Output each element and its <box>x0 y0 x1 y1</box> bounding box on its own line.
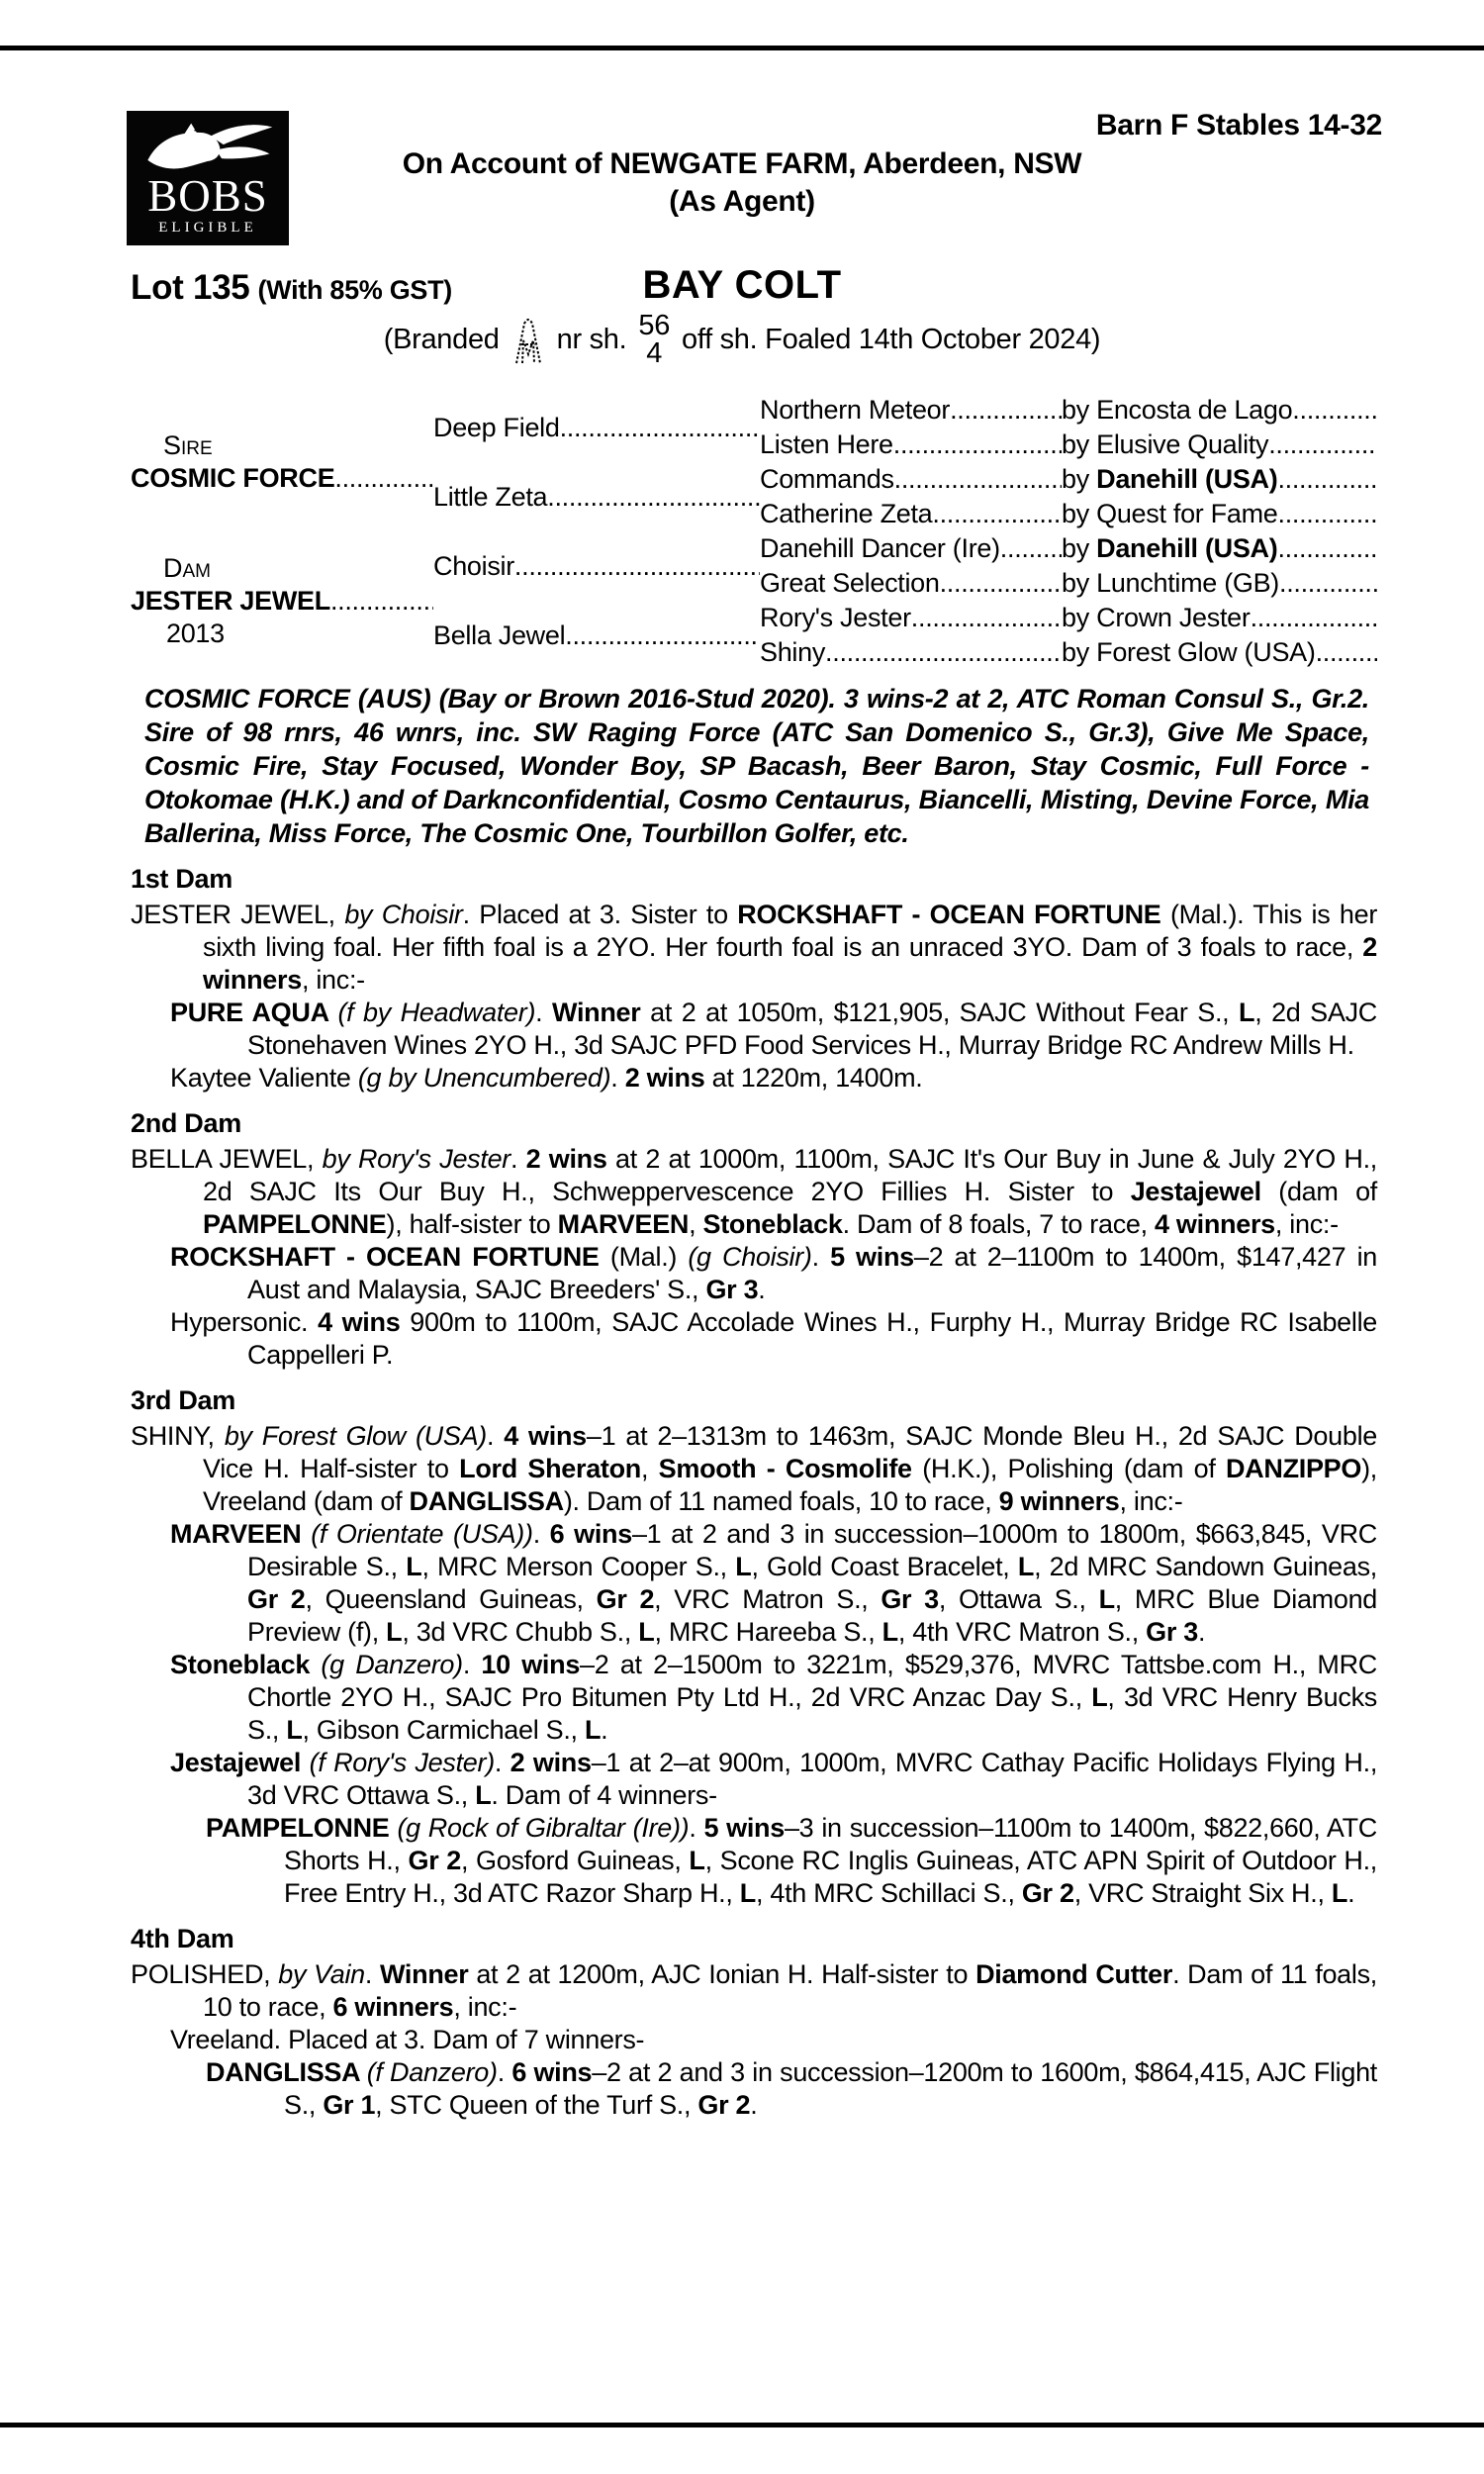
text-run: BELLA JEWEL, <box>131 1144 323 1174</box>
parent-name <box>433 550 760 583</box>
ggparent-row <box>1062 394 1377 427</box>
text-run: , Gold Coast Bracelet, <box>751 1552 1018 1581</box>
text-run: , MRC Hareeba S., <box>654 1617 882 1647</box>
pedigree-table <box>131 393 1377 670</box>
grandparent-name-label: Danehill Dancer (Ire) <box>760 533 1000 563</box>
text-run: ROCKSHAFT - OCEAN FORTUNE <box>737 900 1161 929</box>
logo-title: BOBS <box>147 171 268 221</box>
text-run: L <box>739 1878 756 1908</box>
text-run: . Dam of 11 foals, 10 to race, <box>203 1959 1377 2022</box>
text-run: Gr 3 <box>705 1275 759 1304</box>
barn-stables-label: Barn F Stables 14-32 <box>1095 109 1382 142</box>
text-run: 5 wins <box>703 1813 785 1843</box>
dam-section-heading: 2nd Dam <box>131 1108 241 1138</box>
dam-section-heading: 4th Dam <box>131 1924 234 1953</box>
ggparent-name: Lunchtime (GB) <box>1096 568 1279 598</box>
dotted-leader <box>893 428 1062 461</box>
ggparent-row <box>1062 602 1377 634</box>
text-run: 900m to 1100m, SAJC Accolade Wines H., Furphy H., Murray Bridge RC Isabelle Cappelleri P. <box>247 1307 1377 1370</box>
text-run: , VRC Straight Six H., <box>1073 1878 1332 1908</box>
text-run: , Queensland Guineas, <box>305 1584 597 1614</box>
text-run: 2 winners <box>203 932 1377 995</box>
parent-name-label: Deep Field <box>433 412 560 442</box>
grandparent-name <box>760 428 1062 461</box>
text-run: Hypersonic. <box>170 1307 319 1337</box>
branded-line <box>0 305 1484 374</box>
text-run: 9 winners <box>998 1486 1120 1516</box>
dotted-leader <box>1316 636 1377 669</box>
text-run: . <box>601 1715 608 1745</box>
pedigree-grandparent-cell <box>760 497 1062 531</box>
text-run: . <box>535 998 553 1027</box>
dotted-leader <box>560 412 760 444</box>
text-run: , <box>641 1454 659 1483</box>
text-run: , 4th MRC Schillaci S., <box>755 1878 1022 1908</box>
pedigree-parent-cell <box>433 601 760 670</box>
grandparent-name-label: Rory's Jester <box>760 603 911 632</box>
by-word: by <box>1062 568 1097 598</box>
pedigree-ggparent-cell <box>1062 393 1377 428</box>
pedigree-entry <box>131 899 1377 997</box>
pedigree-sire-cell <box>131 393 433 531</box>
text-run: –1 at 2–at 900m, 1000m, MVRC Cathay Pacific Holidays Flying H., 3d VRC Ottawa S., <box>247 1748 1378 1810</box>
dam-name-label: JESTER JEWEL <box>131 585 330 616</box>
text-run: . <box>1347 1878 1355 1908</box>
text-run: DANGLISSA <box>206 2057 367 2087</box>
text-run: at 2 at 1050m, $121,905, SAJC Without Fear S., <box>640 998 1240 1027</box>
grandparent-name <box>760 567 1062 600</box>
text-run: ), half-sister to <box>386 1209 558 1239</box>
pedigree-entry <box>131 1143 1377 1241</box>
text-run: –1 at 2 and 3 in succession–1000m to 1800m, $663,845, VRC Desirable S., <box>247 1519 1377 1581</box>
dotted-leader <box>1277 463 1377 496</box>
parent-name-label: Choisir <box>433 550 514 581</box>
text-run: (f Orientate (USA)) <box>311 1519 533 1549</box>
pedigree-ggparent-cell <box>1062 566 1377 601</box>
grandparent-name <box>760 636 1062 669</box>
text-run: , 2d MRC Sandown Guineas, <box>1034 1552 1377 1581</box>
pedigree-entry <box>170 2024 1377 2056</box>
grandparent-name <box>760 602 1062 634</box>
text-run: , 4th VRC Matron S., <box>897 1617 1147 1647</box>
text-run: L <box>1098 1584 1115 1614</box>
text-run: L <box>1331 1878 1348 1908</box>
text-run: 4 wins <box>318 1307 401 1337</box>
pedigree-entry <box>170 1306 1377 1372</box>
text-run: (g by Unencumbered) <box>357 1063 611 1093</box>
by-word: by <box>1062 499 1097 528</box>
text-run: . <box>758 1275 766 1304</box>
text-run: , MRC Blue Diamond Preview (f), <box>247 1584 1378 1647</box>
by-word: by <box>1062 637 1097 667</box>
text-run: MARVEEN <box>170 1519 312 1549</box>
parent-name <box>433 481 760 514</box>
grandparent-name-label: Shiny <box>760 637 826 667</box>
text-run: . <box>1197 1617 1206 1647</box>
text-run: PURE AQUA <box>170 998 338 1027</box>
text-run: Gr 1 <box>323 2090 376 2120</box>
text-run: , 2d SAJC Stonehaven Wines 2YO H., 3d SAJC PFD Food Services H., Murray Bridge RC Andrew Mills H. <box>247 998 1377 1060</box>
text-run: 2 wins <box>510 1748 592 1777</box>
text-run: , Gosford Guineas, <box>461 1846 690 1875</box>
text-run: Jestajewel <box>1130 1177 1261 1206</box>
brand-number-stack <box>638 312 670 367</box>
ggparent-row <box>1062 532 1377 565</box>
pedigree-entry <box>170 1649 1377 1747</box>
parent-name <box>433 412 760 444</box>
text-run: L <box>286 1715 303 1745</box>
text-run: (f by Headwater) <box>337 998 536 1027</box>
brand-mark-icon <box>511 314 545 365</box>
text-run: ROCKSHAFT - OCEAN FORTUNE <box>170 1242 600 1272</box>
text-run: (f Rory's Jester) <box>309 1748 495 1777</box>
text-run: L <box>1239 998 1255 1027</box>
dotted-leader <box>1251 602 1377 634</box>
grandparent-name <box>760 532 1062 565</box>
text-run: (g Rock of Gibraltar (Ire)) <box>397 1813 690 1843</box>
by-word: by <box>1062 429 1097 459</box>
text-run: –3 in succession–1100m to 1400m, $822,660, ATC Shorts H., <box>284 1813 1377 1875</box>
text-run: , Ottawa S., <box>938 1584 1099 1614</box>
text-run: . Dam of 4 winners- <box>491 1780 717 1810</box>
pedigree-grandparent-cell <box>760 635 1062 670</box>
text-run: Smooth - Cosmolife <box>658 1454 912 1483</box>
pedigree-entry <box>131 1420 1377 1518</box>
dotted-leader <box>932 498 1062 530</box>
dotted-leader <box>940 567 1062 600</box>
text-run: , Gibson Carmichael S., <box>302 1715 585 1745</box>
text-run: Jestajewel <box>170 1748 310 1777</box>
parent-name-label: Bella Jewel <box>433 619 566 650</box>
text-run: 2 wins <box>624 1063 705 1093</box>
ggparent-name: Quest for Fame <box>1096 499 1278 528</box>
text-run: . <box>811 1242 831 1272</box>
text-run: Stoneblack <box>170 1650 322 1679</box>
dam-section-heading: 3rd Dam <box>131 1385 235 1415</box>
dam-sections <box>131 863 1377 2122</box>
ggparent-name: Forest Glow (USA) <box>1096 637 1316 667</box>
text-run: 6 winners <box>332 1992 454 2022</box>
dotted-leader <box>547 481 760 514</box>
text-run: (dam of <box>1260 1177 1377 1206</box>
brand-number-top: 56 <box>638 310 671 341</box>
text-run: 4 winners <box>1155 1209 1275 1239</box>
ggparent-name: Crown Jester <box>1096 603 1251 632</box>
text-run: –2 at 2 and 3 in succession–1200m to 1600m, $864,415, AJC Flight S., <box>284 2057 1378 2120</box>
text-run: (Mal.). This is her sixth living foal. Her fifth foal is a 2YO. Her fourth foal is an unraced 3YO. Dam of 3 foals to race, <box>203 900 1378 962</box>
dotted-leader <box>1278 498 1378 530</box>
text-run: , inc:- <box>301 965 365 995</box>
text-run: PAMPELONNE <box>203 1209 387 1239</box>
parent-name-label: Little Zeta <box>433 481 548 512</box>
text-run: . <box>494 1748 510 1777</box>
text-run: Lord Sheraton <box>459 1454 642 1483</box>
text-run: , STC Queen of the Turf S., <box>375 2090 698 2120</box>
ggparent-row <box>1062 567 1377 600</box>
vendor-line: On Account of NEWGATE FARM, Aberdeen, NSW <box>402 147 1082 180</box>
grandparent-name-label: Northern Meteor <box>760 395 951 425</box>
pedigree-entry <box>131 1958 1377 2024</box>
text-run: , MRC Merson Cooper S., <box>421 1552 736 1581</box>
logo-subtitle: ELIGIBLE <box>158 220 257 236</box>
dotted-leader <box>565 619 760 652</box>
text-run: . Placed at 3. Sister to <box>462 900 738 929</box>
text-run: at 2 at 1200m, AJC Ionian H. Half-sister to <box>468 1959 976 1989</box>
text-run: Stoneblack <box>702 1209 843 1239</box>
text-run: Gr 2 <box>247 1584 306 1614</box>
text-run: JESTER JEWEL, <box>131 900 345 929</box>
sire-name-label: COSMIC FORCE <box>131 463 335 493</box>
text-run: Gr 2 <box>1021 1878 1074 1908</box>
branded-prefix: (Branded <box>383 323 500 355</box>
grandparent-name <box>760 498 1062 530</box>
dam-year: 2013 <box>166 618 225 648</box>
text-run: L <box>1017 1552 1035 1581</box>
pedigree-ggparent-cell <box>1062 497 1377 531</box>
text-run: L <box>689 1846 705 1875</box>
text-run: . <box>689 1813 704 1843</box>
dotted-leader <box>825 636 1062 669</box>
text-run: by Rory's Jester <box>322 1144 510 1174</box>
pedigree-grandparent-cell <box>760 566 1062 601</box>
text-run: by Choisir <box>344 900 463 929</box>
by-word: by <box>1062 603 1097 632</box>
text-run: (Mal.) <box>599 1242 689 1272</box>
sire-name <box>131 462 433 495</box>
text-run: SHINY, <box>131 1421 225 1451</box>
text-run: L <box>475 1780 492 1810</box>
pedigree-entry <box>206 1812 1377 1910</box>
text-run: Gr 2 <box>408 1846 462 1875</box>
text-run: . <box>610 1063 625 1093</box>
pedigree-ggparent-cell <box>1062 531 1377 566</box>
text-run: (H.K.), Polishing (dam of <box>911 1454 1226 1483</box>
text-run: . Dam of 8 foals, 7 to race, <box>842 1209 1156 1239</box>
text-run: , inc:- <box>1119 1486 1183 1516</box>
text-run: L <box>735 1552 752 1581</box>
pedigree-entry <box>170 1747 1377 1812</box>
pedigree-grandparent-cell <box>760 601 1062 635</box>
dotted-leader <box>1279 567 1377 600</box>
text-run: . <box>532 1519 550 1549</box>
grandparent-name-label: Great Selection <box>760 568 940 598</box>
near-shoulder-label: nr sh. <box>556 323 627 355</box>
text-run: Kaytee Valiente <box>170 1063 358 1093</box>
pedigree-entry <box>206 2056 1377 2122</box>
pedigree-parent-cell <box>433 462 760 531</box>
text-run: Winner <box>379 1959 469 1989</box>
pedigree-parent-cell <box>433 531 760 601</box>
ggparent-name: Encosta de Lago <box>1096 395 1293 425</box>
pedigree-dam-cell <box>131 531 433 670</box>
text-run: MARVEEN <box>557 1209 690 1239</box>
branded-suffix: off sh. Foaled 14th October 2024) <box>682 323 1101 355</box>
text-run: 5 wins <box>830 1242 914 1272</box>
grandparent-name-label: Listen Here <box>760 429 893 459</box>
text-run: by Forest Glow (USA) <box>224 1421 487 1451</box>
dotted-leader <box>514 550 760 583</box>
text-run: (g Danzero) <box>321 1650 463 1679</box>
lot-number: Lot 135 <box>131 268 250 307</box>
pedigree-grandparent-cell <box>760 531 1062 566</box>
text-run: . <box>462 1650 482 1679</box>
text-run: 10 wins <box>481 1650 581 1679</box>
text-run: . <box>364 1959 380 1989</box>
ggparent-row <box>1062 428 1377 461</box>
text-run: L <box>1091 1682 1108 1712</box>
grandparent-name <box>760 394 1062 427</box>
pedigree-ggparent-cell <box>1062 601 1377 635</box>
text-run: ). Dam of 11 named foals, 10 to race, <box>563 1486 999 1516</box>
text-run: L <box>881 1617 898 1647</box>
by-word: by <box>1062 464 1097 494</box>
text-run: 2 wins <box>525 1144 607 1174</box>
ggparent-row <box>1062 498 1377 530</box>
brand-number-bottom: 4 <box>646 337 663 369</box>
dam-label: Dam <box>163 552 211 583</box>
text-run: , inc:- <box>453 1992 517 2022</box>
pedigree-grandparent-cell <box>760 428 1062 462</box>
pedigree-parent-cell <box>433 393 760 462</box>
text-run: PAMPELONNE <box>206 1813 398 1843</box>
text-run: 4 wins <box>504 1421 587 1451</box>
text-run: by Vain <box>278 1959 365 1989</box>
text-run: ), Vreeland (dam of <box>203 1454 1377 1516</box>
text-run: Winner <box>552 998 641 1027</box>
text-run: (g Choisir) <box>688 1242 812 1272</box>
bottom-rule <box>0 2423 1484 2427</box>
dam-name <box>131 585 433 618</box>
text-run: Gr 3 <box>1146 1617 1198 1647</box>
top-rule <box>0 46 1484 50</box>
text-run: . <box>497 2057 512 2087</box>
text-run: at 2 at 1000m, 1100m, SAJC It's Our Buy in June & July 2YO H., 2d SAJC Its Our Buy H., Schweppervescence 2YO Fillies H. Sister to <box>203 1144 1377 1206</box>
ggparent-name: Elusive Quality <box>1096 429 1269 459</box>
text-run: DANGLISSA <box>409 1486 564 1516</box>
text-run: , inc:- <box>1274 1209 1339 1239</box>
ggparent-row <box>1062 636 1377 669</box>
pedigree-grandparent-cell <box>760 393 1062 428</box>
dotted-leader <box>330 585 433 618</box>
text-run: 6 wins <box>511 2057 593 2087</box>
pedigree-ggparent-cell <box>1062 428 1377 462</box>
text-run: . <box>750 2090 758 2120</box>
grandparent-name-label: Commands <box>760 464 894 494</box>
ggparent-name: Danehill (USA) <box>1096 533 1278 563</box>
text-run: L <box>406 1552 422 1581</box>
text-run: , VRC Matron S., <box>654 1584 881 1614</box>
dotted-leader <box>1292 394 1377 427</box>
dotted-leader <box>1000 532 1062 565</box>
dotted-leader <box>334 462 433 495</box>
text-run: 6 wins <box>549 1519 632 1549</box>
by-word: by <box>1062 533 1097 563</box>
text-run: –1 at 2–1313m to 1463m, SAJC Monde Bleu H., 2d SAJC Double Vice H. Half-sister to <box>203 1421 1377 1483</box>
pedigree-entry <box>170 1518 1377 1649</box>
gst-note: (With 85% GST) <box>257 275 452 305</box>
sire-label: Sire <box>163 430 213 460</box>
text-run: Gr 3 <box>881 1584 939 1614</box>
text-run: POLISHED, <box>131 1959 279 1989</box>
text-run: at 1220m, 1400m. <box>704 1063 923 1093</box>
parent-name <box>433 619 760 652</box>
dotted-leader <box>894 463 1062 496</box>
text-run: , 3d VRC Henry Bucks S., <box>247 1682 1377 1745</box>
by-word: by <box>1062 395 1097 425</box>
text-run: Gr 2 <box>596 1584 655 1614</box>
dam-section-heading: 1st Dam <box>131 864 232 894</box>
pedigree-ggparent-cell <box>1062 635 1377 670</box>
pedigree-entry <box>170 997 1377 1062</box>
text-run: . <box>510 1144 526 1174</box>
dotted-leader <box>911 602 1062 634</box>
ggparent-name: Danehill (USA) <box>1096 464 1278 494</box>
dotted-leader <box>1268 428 1377 461</box>
pedigree-grandparent-cell <box>760 462 1062 497</box>
text-run: (f Danzero) <box>366 2057 498 2087</box>
text-run: , Scone RC Inglis Guineas, ATC APN Spirit of Outdoor H., Free Entry H., 3d ATC Razor Sharp H., <box>284 1846 1378 1908</box>
text-run: Diamond Cutter <box>975 1959 1173 1989</box>
text-run: . <box>486 1421 505 1451</box>
ggparent-row <box>1062 463 1377 496</box>
text-run: Gr 2 <box>697 2090 751 2120</box>
text-run: DANZIPPO <box>1225 1454 1362 1483</box>
page-title: BAY COLT <box>642 263 842 307</box>
pedigree-ggparent-cell <box>1062 462 1377 497</box>
text-run: , 3d VRC Chubb S., <box>402 1617 639 1647</box>
dotted-leader <box>1277 532 1377 565</box>
grandparent-name-label: Catherine Zeta <box>760 499 933 528</box>
text-run: –2 at 2–1100m to 1400m, $147,427 in Aust and Malaysia, SAJC Breeders' S., <box>247 1242 1378 1304</box>
grandparent-name <box>760 463 1062 496</box>
agent-line: (As Agent) <box>669 185 815 218</box>
text-run: L <box>386 1617 403 1647</box>
text-run: –2 at 2–1500m to 3221m, $529,376, MVRC Tattsbe.com H., MRC Chortle 2YO H., SAJC Pro Bitumen Pty Ltd H., 2d VRC Anzac Day S., <box>247 1650 1377 1712</box>
text-run: L <box>584 1715 602 1745</box>
pedigree-entry <box>170 1241 1377 1306</box>
text-run: Vreeland. Placed at 3. Dam of 7 winners- <box>170 2025 645 2054</box>
text-run: L <box>638 1617 655 1647</box>
dotted-leader <box>950 394 1062 427</box>
pedigree-entry <box>170 1062 1377 1094</box>
text-run: , <box>689 1209 703 1239</box>
sire-summary-paragraph: COSMIC FORCE (AUS) (Bay or Brown 2016-Stud 2020). 3 wins-2 at 2, ATC Roman Consul S., Gr.2. Sire of 98 rnrs, 46 wnrs, inc. SW Raging Force (ATC San Domenico S., Gr.3), Give Me Space, Cosmic Fire, Stay Focused, Wonder Boy, SP Bacash, Beer Baron, Stay Cosmic, Full Force - Otokomae (H.K.) and of Darknconfidential, Cosmo Centaurus, Biancelli, Misting, Devine Force, Mia Ballerina, Miss Force, The Cosmic One, Tourbillon Golfer, etc. <box>144 684 1369 848</box>
main-content <box>131 393 1377 2122</box>
